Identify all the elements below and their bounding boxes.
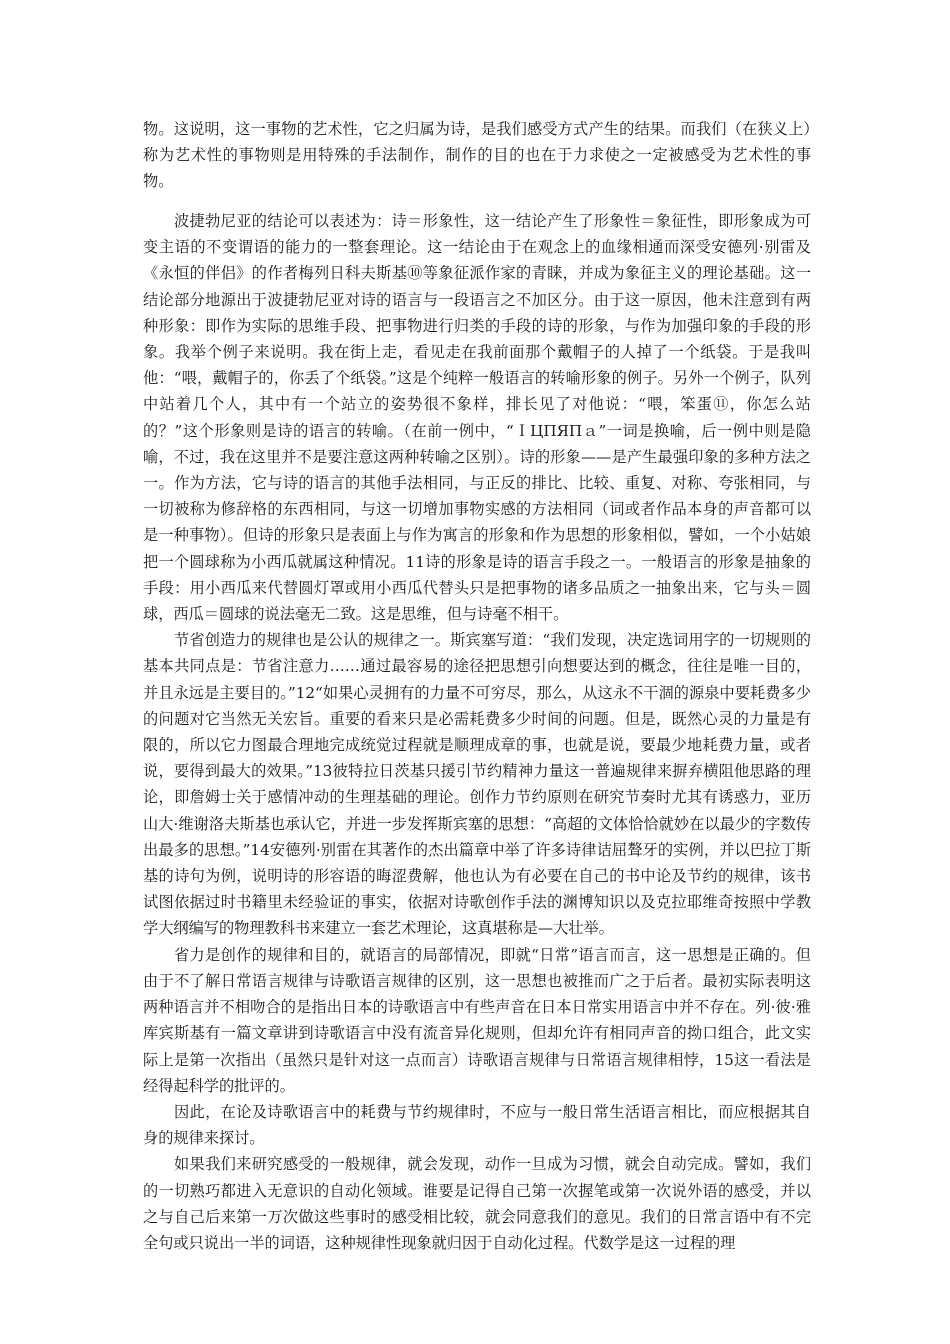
body-text-top [143, 116, 811, 195]
paragraph-6: 如果我们来研究感受的一般规律，就会发现，动作一旦成为习惯，就会自动完成。譬如，我们的一切熟巧都进入无意识的自动化领域。谁要是记得自己第一次握笔或第一次说外语的感受，并以之与自己后来第一万次做这些事时的感受相比较，就会同意我们的意见。我们的日常言语中有不完全句或只说出一半的词语，这种规律性现象就归因于自动化过程。代数学是这一过程的理 [143, 1155, 811, 1252]
paragraph-4: 省力是创作的规律和目的，就语言的局部情况，即就“日常”语言而言，这一思想是正确的。但由于不了解日常语言规律与诗歌语言规律的区别，这一思想也被推而广之于后者。最初实际表明这两种语言并不相吻合的是指出日本的诗歌语言中有些声音在日本日常实用语言中并不存在。列·彼·雅库宾斯基有一篇文章讲到诗歌语言中没有流音异化规则，但却允许有相同声音的拗口组合，此文实际上是第一次指出（虽然只是针对这一点而言）诗歌语言规律与日常语言规律相悖，15这一看法是经得起科学的批评的。 [143, 945, 811, 1095]
body-text-main [143, 208, 811, 1256]
paragraph-1: 物。这说明，这一事物的艺术性，它之归属为诗，是我们感受方式产生的结果。而我们（在狭义上）称为艺术性的事物则是用特殊的手法制作，制作的目的也在于力求使之一定被感受为艺术性的事物。 [143, 120, 811, 191]
paragraph-3: 节省创造力的规律也是公认的规律之一。斯宾塞写道：“我们发现，决定选词用字的一切规则的基本共同点是：节省注意力……通过最容易的途径把思想引向想要达到的概念，往往是唯一目的，并且永远是主要目的。”12“如果心灵拥有的力量不可穷尽，那么，从这永不干涸的源泉中要耗费多少的问题对它当然无关宏旨。重要的看来只是必需耗费多少时间的问题。但是，既然心灵的力量是有限的，所以它力图最合理地完成统觉过程就是顺理成章的事，也就是说，要最少地耗费力量，或者说，要得到最大的效果。”13彼特拉日茨基只援引节约精神力量这一普遍规律来摒弃横阻他思路的理论，即詹姆士关于感情冲动的生理基础的理论。创作力节约原则在研究节奏时尤其有诱惑力，亚历山大·维谢洛夫斯基也承认它，并进一步发挥斯宾塞的思想：“高超的文体恰恰就妙在以最少的字数传出最多的思想。”14安德列·别雷在其著作的杰出篇章中举了许多诗律诘屈聱牙的实例，并以巴拉丁斯基的诗句为例，说明诗的形容语的晦涩费解，他也认为有必要在自己的书中论及节约的规律，该书试图依据过时书籍里未经验证的事实，依据对诗歌创作手法的渊博知识以及克拉耶维奇按照中学教学大纲编写的物理教科书来建立一套艺术理论，这真堪称是—大壮举。 [143, 631, 811, 938]
paragraph-5: 因此，在论及诗歌语言中的耗费与节约规律时，不应与一般日常生活语言相比，而应根据其自身的规律来探讨。 [143, 1102, 811, 1148]
paragraph-2: 波捷勃尼亚的结论可以表述为：诗＝形象性，这一结论产生了形象性＝象征性，即形象成为可变主语的不变谓语的能力的一整套理论。这一结论由于在观念上的血缘相通而深受安德列·别雷及《永恒的伴侣》的作者梅列日科夫斯基⑩等象征派作家的青睐，并成为象征主义的理论基础。这一结论部分地源出于波捷勃尼亚对诗的语言与一段语言之不加区分。由于这一原因，他未注意到有两种形象：即作为实际的思维手段、把事物进行归类的手段的诗的形象，与作为加强印象的手段的形象。我举个例子来说明。我在街上走，看见走在我前面那个戴帽子的人掉了一个纸袋。于是我叫他：“喂，戴帽子的，你丢了个纸袋。”这是个纯粹一般语言的转喻形象的例子。另外一个例子，队列中站着几个人，其中有一个站立的姿势很不象样，排长见了对他说：“喂，笨蛋⑪，你怎么站的？”这个形象则是诗的语言的转喻。（在前一例中，“ＩЦПЯПａ”一词是换喻，后一例中则是隐喻，不过，我在这里并不是要注意这两种转喻之区别）。诗的形象——是产生最强印象的多种方法之一。作为方法，它与诗的语言的其他手法相同，与正反的排比、比较、重复、对称、夸张相同，与一切被称为修辞格的东西相同，与这一切增加事物实感的方法相同（词或者作品本身的声音都可以是一种事物）。但诗的形象只是表面上与作为寓言的形象和作为思想的形象相似，譬如，一个小姑娘把一个圆球称为小西瓜就属这种情况。11诗的形象是诗的语言手段之一。一般语言的形象是抽象的手段：用小西瓜来代替圆灯罩或用小西瓜代替头只是把事物的诸多品质之一抽象出来，它与头＝圆球，西瓜＝圆球的说法毫无二致。这是思维，但与诗毫不相干。 [143, 212, 811, 624]
